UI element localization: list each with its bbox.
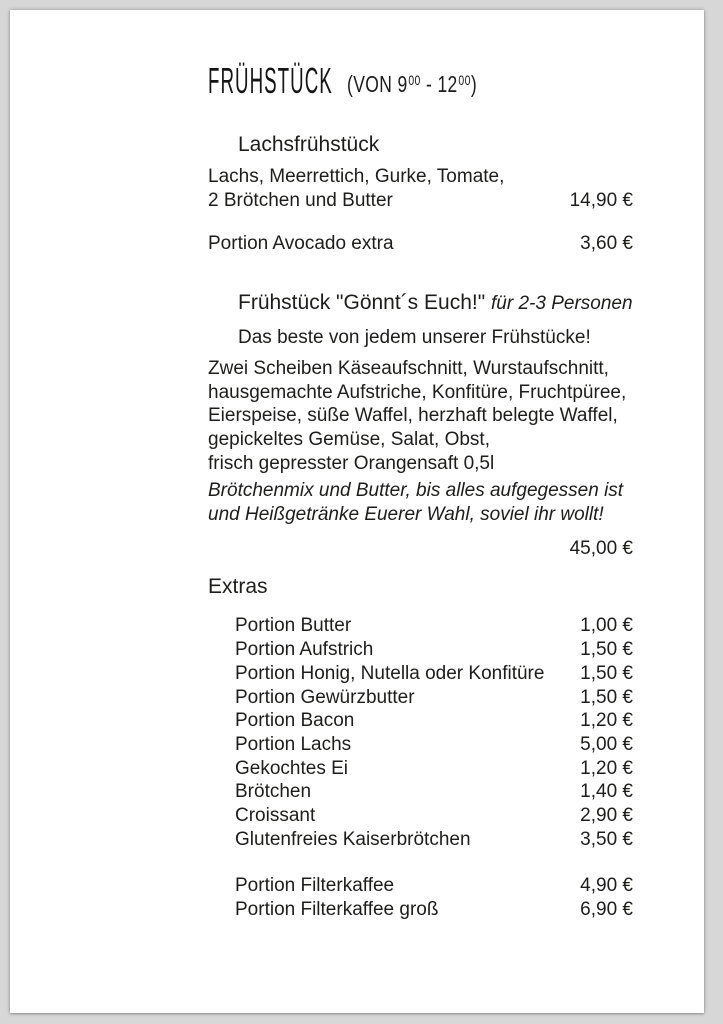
item-price: 2,90 € <box>580 805 633 827</box>
item-price: 14,90 € <box>569 189 633 211</box>
menu-item-row <box>235 757 633 781</box>
hours-end-minutes: 00 <box>458 73 471 89</box>
page-title: FRÜHSTÜCK <box>208 60 333 101</box>
item-name: Portion Filterkaffee <box>235 875 395 897</box>
item-name: Croissant <box>235 805 316 827</box>
opening-hours <box>347 71 518 98</box>
menu-page <box>10 10 704 1013</box>
item-name: Portion Avocado extra <box>208 233 394 255</box>
description-line: Eierspeise, süße Waffel, herzhaft belegte Waffel, <box>208 405 618 427</box>
item-name: Portion Lachs <box>235 733 352 755</box>
item-description <box>208 165 504 212</box>
item-price: 1,20 € <box>580 710 633 732</box>
item-name: Portion Bacon <box>235 710 355 732</box>
menu-item-row <box>235 780 633 804</box>
section-heading-text: Frühstück "Gönnt´s Euch!" <box>238 291 486 315</box>
item-price: 5,00 € <box>580 733 633 755</box>
hours-start: 9 <box>397 71 408 97</box>
item-price: 1,50 € <box>580 686 633 708</box>
item-price: 1,50 € <box>580 662 633 684</box>
hours-separator: - <box>420 71 438 97</box>
menu-item-row <box>235 614 633 638</box>
item-price: 4,90 € <box>580 875 633 897</box>
note-line: und Heißgetränke Euerer Wahl, soviel ihr wollt! <box>208 504 604 526</box>
item-name: Portion Filterkaffee groß <box>235 899 439 921</box>
item-name: Portion Honig, Nutella oder Konfitüre <box>235 662 545 684</box>
item-name: Glutenfreies Kaiserbrötchen <box>235 828 471 850</box>
item-price: 3,60 € <box>580 233 633 255</box>
item-price: 1,00 € <box>580 615 633 637</box>
menu-item-row <box>235 804 633 828</box>
menu-item-row <box>235 828 633 852</box>
section-heading-goennts-euch <box>238 290 633 316</box>
description-line: Lachs, Meerrettich, Gurke, Tomate, <box>208 166 505 187</box>
menu-item-row <box>235 874 633 898</box>
menu-item-row <box>235 709 633 733</box>
item-name: Portion Butter <box>235 615 352 637</box>
menu-item-row <box>235 686 633 710</box>
item-price: 1,50 € <box>580 639 633 661</box>
hours-prefix: (VON <box>347 71 398 97</box>
description-line: gepickeltes Gemüse, Salat, Obst, <box>208 428 490 450</box>
section-heading-extras: Extras <box>208 575 268 599</box>
note-line: Brötchenmix und Butter, bis alles aufgegessen ist <box>208 480 624 502</box>
menu-item-row <box>208 165 633 212</box>
item-description <box>208 357 633 476</box>
menu-header <box>208 61 633 101</box>
menu-item-row <box>235 638 633 662</box>
section-subheading: Das beste von jedem unserer Frühstücke! <box>238 327 591 349</box>
section-heading-lachsfruehstueck: Lachsfrühstück <box>238 133 380 156</box>
item-name: Portion Gewürzbutter <box>235 686 415 708</box>
menu-item-row <box>208 232 633 256</box>
item-name: Portion Aufstrich <box>235 639 374 661</box>
coffee-list <box>235 874 633 921</box>
item-price: 1,20 € <box>580 757 633 779</box>
item-name: Brötchen <box>235 781 312 803</box>
hours-start-minutes: 00 <box>408 73 421 89</box>
item-price: 45,00 € <box>569 537 633 559</box>
description-line: frisch gepresster Orangensaft 0,5l <box>208 452 495 474</box>
menu-item-row <box>235 898 633 922</box>
description-line: 2 Brötchen und Butter <box>208 189 393 211</box>
hours-end: 12 <box>437 71 458 97</box>
description-line: hausgemachte Aufstriche, Konfitüre, Fruchtpüree, <box>208 381 627 403</box>
item-price: 6,90 € <box>580 899 633 921</box>
item-note <box>208 479 633 526</box>
menu-item-row <box>235 733 633 757</box>
item-name: Gekochtes Ei <box>235 757 348 779</box>
item-price: 3,50 € <box>580 828 633 850</box>
hours-suffix: ) <box>470 71 478 97</box>
extras-list <box>235 614 633 851</box>
menu-item-row <box>235 662 633 686</box>
menu-content <box>208 10 633 922</box>
opening-hours-text <box>347 71 477 101</box>
item-price: 1,40 € <box>580 781 633 803</box>
section-heading-suffix: für 2-3 Personen <box>491 293 633 315</box>
description-line: Zwei Scheiben Käseaufschnitt, Wurstaufschnitt, <box>208 357 609 379</box>
